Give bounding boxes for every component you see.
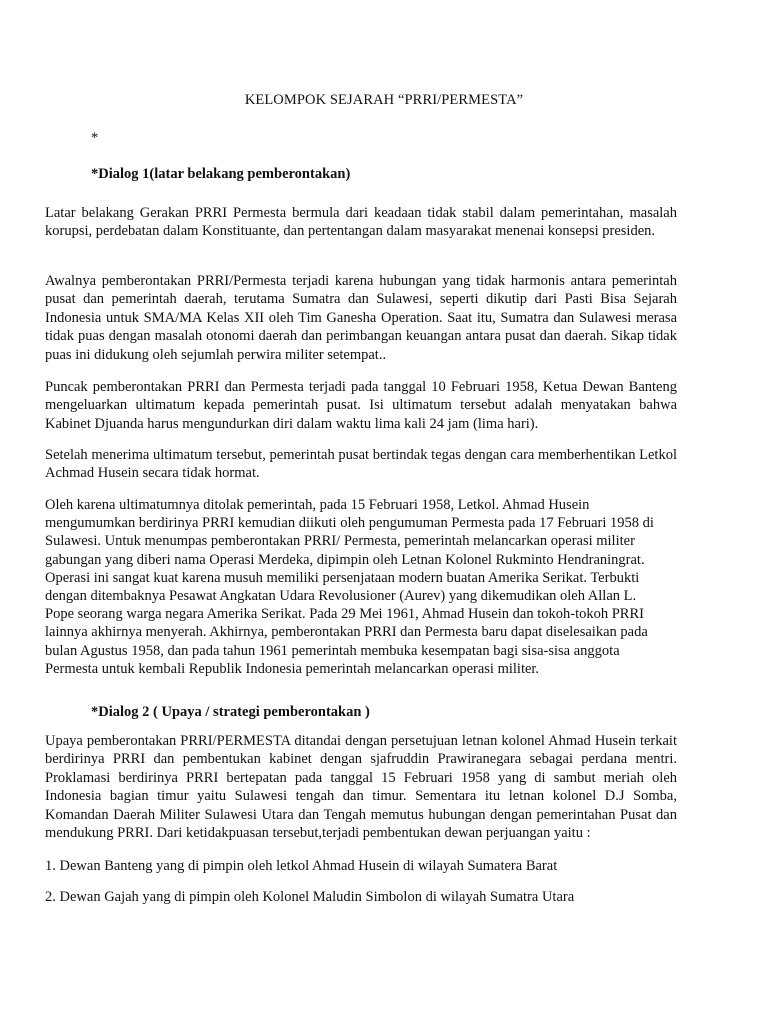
paragraph-5-line: lainnya akhirnya menyerah. Akhirnya, pemberontakan PRRI dan Permesta baru dapat diselesaikan pada bbox=[45, 624, 648, 641]
list-item: 1. Dewan Banteng yang di pimpin oleh letkol Ahmad Husein di wilayah Sumatera Barat bbox=[45, 858, 558, 874]
paragraph-5-line: mengumumkan berdirinya PRRI kemudian diikuti oleh pengumuman Permesta pada 17 Februari 1958 di bbox=[45, 515, 654, 532]
bullet-star: * bbox=[91, 130, 99, 146]
paragraph-5-line: Operasi ini sangat kuat karena musuh memiliki persenjataan modern buatan Amerika Serikat. Terbukti bbox=[45, 569, 640, 586]
paragraph-5-line: gabungan yang diberi nama Operasi Merdeka, dipimpin oleh Letnan Kolonel Rukminto Hendraningrat. bbox=[45, 551, 645, 568]
list-item: 2. Dewan Gajah yang di pimpin oleh Kolonel Maludin Simbolon di wilayah Sumatra Utara bbox=[45, 889, 575, 905]
paragraph-1: Latar belakang Gerakan PRRI Permesta bermula dari keadaan tidak stabil dalam pemerintahan, masalah korupsi, perdebatan dalam Konstituante, dan pertentangan dalam masyarakat menenai konsepsi presiden. bbox=[45, 205, 677, 240]
paragraph-5-line: Pope seorang warga negara Amerika Serikat. Pada 29 Mei 1961, Ahmad Husein dan tokoh-tokoh PRRI bbox=[45, 606, 644, 623]
paragraph-5-line: Sulawesi. Untuk menumpas pemberontakan PRRI/ Permesta, pemerintah melancarkan operasi militer bbox=[45, 533, 635, 550]
paragraph-5-line: Oleh karena ultimatumnya ditolak pemerintah, pada 15 Februari 1958, Letkol. Ahmad Husein bbox=[45, 497, 590, 513]
paragraph-6: Upaya pemberontakan PRRI/PERMESTA ditandai dengan persetujuan letnan kolonel Ahmad Husein terkait berdirinya PRRI dan pembentukan kabinet dengan sjafruddin Prawiranegara sebagai perdana mentri. Proklamasi berdirinya PRRI bertepatan pada tanggal 15 Februari 1958 yang di sambut meriah oleh Indonesia bagian timur yaitu Sulawesi tengah dan timur. Sementara itu letnan kolonel D.J Somba, Komandan Daerah Militer Sulawesi Utara dan Tengah memutus hubungan dengan pemerintahan Pusat dan mendukung PRRI. Dari ketidakpuasan tersebut,terjadi pembentukan dewan perjuangan yaitu : bbox=[45, 733, 677, 842]
paragraph-5-line: Permesta untuk kembali Republik Indonesia pemerintah melancarkan operasi militer. bbox=[45, 660, 540, 677]
dialog-2-heading: *Dialog 2 ( Upaya / strategi pemberontakan ) bbox=[91, 704, 370, 720]
dialog-1-heading: *Dialog 1(latar belakang pemberontakan) bbox=[91, 166, 351, 182]
paragraph-5-line: dengan ditembaknya Pesawat Angkatan Udara Revolusioner (Aurev) yang dikemudikan oleh Allan L. bbox=[45, 588, 637, 605]
paragraph-5 bbox=[45, 496, 677, 678]
paragraph-3: Puncak pemberontakan PRRI dan Permesta terjadi pada tanggal 10 Februari 1958, Ketua Dewan Banteng mengeluarkan ultimatum kepada pemerintah pusat. Isi ultimatum tersebut adalah menyatakan bahwa Kabinet Djuanda harus mengundurkan diri dalam waktu lima kali 24 jam (lima hari). bbox=[45, 379, 677, 432]
paragraph-2: Awalnya pemberontakan PRRI/Permesta terjadi karena hubungan yang tidak harmonis antara pemerintah pusat dan pemerintah daerah, terutama Sumatra dan Sulawesi, seperti dikutip dari Pasti Bisa Sejarah Indonesia untuk SMA/MA Kelas XII oleh Tim Ganesha Operation. Saat itu, Sumatra dan Sulawesi merasa tidak puas dengan masalah otonomi daerah dan perimbangan keuangan antara pusat dan daerah. Sikap tidak puas ini didukung oleh sejumlah perwira militer setempat.. bbox=[45, 273, 677, 363]
paragraph-4: Setelah menerima ultimatum tersebut, pemerintah pusat bertindak tegas dengan cara memberhentikan Letkol Achmad Husein secara tidak hormat. bbox=[45, 447, 677, 482]
paragraph-5-line: bulan Agustus 1958, dan pada tahun 1961 pemerintah membuka kesempatan bagi sisa-sisa anggota bbox=[45, 642, 620, 659]
document-title: KELOMPOK SEJARAH “PRRI/PERMESTA” bbox=[244, 92, 524, 108]
